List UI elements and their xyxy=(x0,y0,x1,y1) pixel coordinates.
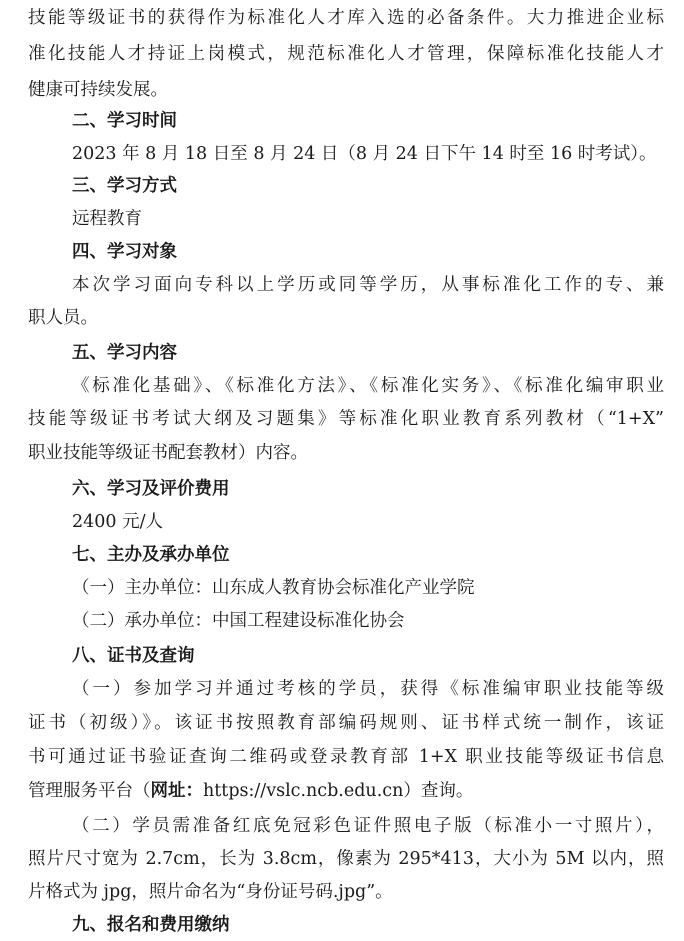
section-7-heading: 七、主办及承办单位 xyxy=(72,545,230,565)
section-4-body-line-2: 职人员。 xyxy=(28,308,98,328)
intro-line-3: 健康可持续发展。 xyxy=(28,80,168,100)
section-8-para-1-line-4 xyxy=(28,775,664,807)
section-2-heading: 二、学习时间 xyxy=(72,111,177,131)
section-8-para-2-line-2: 照片尺寸宽为 2.7cm，长为 3.8cm，像素为 295*413，大小为 5M 以内，照 xyxy=(28,849,664,869)
section-8-para-2-line-3: 片格式为 jpg，照片命名为“身份证号码.jpg”。 xyxy=(28,882,393,902)
section-8-heading: 八、证书及查询 xyxy=(72,646,195,666)
platform-prefix: 管理服务平台（ xyxy=(28,781,151,801)
url-text: https://vslc.ncb.edu.cn）查询。 xyxy=(203,781,474,801)
section-8-para-1-line-2: 证书（初级）》。该证书按照教育部编码规则、证书样式统一制作，该证 xyxy=(28,713,664,733)
section-5-body-line-3: 职业技能等级证书配套教材）内容。 xyxy=(28,443,308,463)
section-7-item-2: （二）承办单位：中国工程建设标准化协会 xyxy=(72,611,405,631)
section-8-para-1-line-1: （一）参加学习并通过考核的学员，获得《标准编审职业技能等级 xyxy=(72,679,664,699)
section-4-body-line-1: 本次学习面向专科以上学历或同等学历，从事标准化工作的专、兼 xyxy=(72,275,664,295)
section-2-body: 2023 年 8 月 18 日至 8 月 24 日（8 月 24 日下午 14 时至 16 时考试）。 xyxy=(72,144,657,164)
section-4-heading: 四、学习对象 xyxy=(72,242,177,262)
section-8-para-1-line-3: 书可通过证书验证查询二维码或登录教育部 1+X 职业技能等级证书信息 xyxy=(28,747,664,767)
section-9-heading: 九、报名和费用缴纳 xyxy=(72,915,230,935)
section-6-heading: 六、学习及评价费用 xyxy=(72,479,230,499)
url-label: 网址： xyxy=(150,781,203,801)
section-6-body: 2400 元/人 xyxy=(72,512,163,532)
section-8-para-2-line-1: （二）学员需准备红底免冠彩色证件照电子版（标准小一寸照片）， xyxy=(72,816,664,836)
section-3-heading: 三、学习方式 xyxy=(72,176,177,196)
section-7-item-1: （一）主办单位：山东成人教育协会标准化产业学院 xyxy=(72,578,475,598)
section-5-body-line-1: 《标准化基础》、《标准化方法》、《标准化实务》、《标准化编审职业 xyxy=(72,376,664,396)
section-5-heading: 五、学习内容 xyxy=(72,343,177,363)
section-5-body-line-2: 技能等级证书考试大纲及习题集》等标准化职业教育系列教材（“1+X” xyxy=(28,409,664,429)
intro-line-2: 准化技能人才持证上岗模式，规范标准化人才管理，保障标准化技能人才 xyxy=(28,44,664,64)
section-3-body: 远程教育 xyxy=(72,209,142,229)
intro-line-1: 技能等级证书的获得作为标准化人才库入选的必备条件。大力推进企业标 xyxy=(28,8,664,28)
